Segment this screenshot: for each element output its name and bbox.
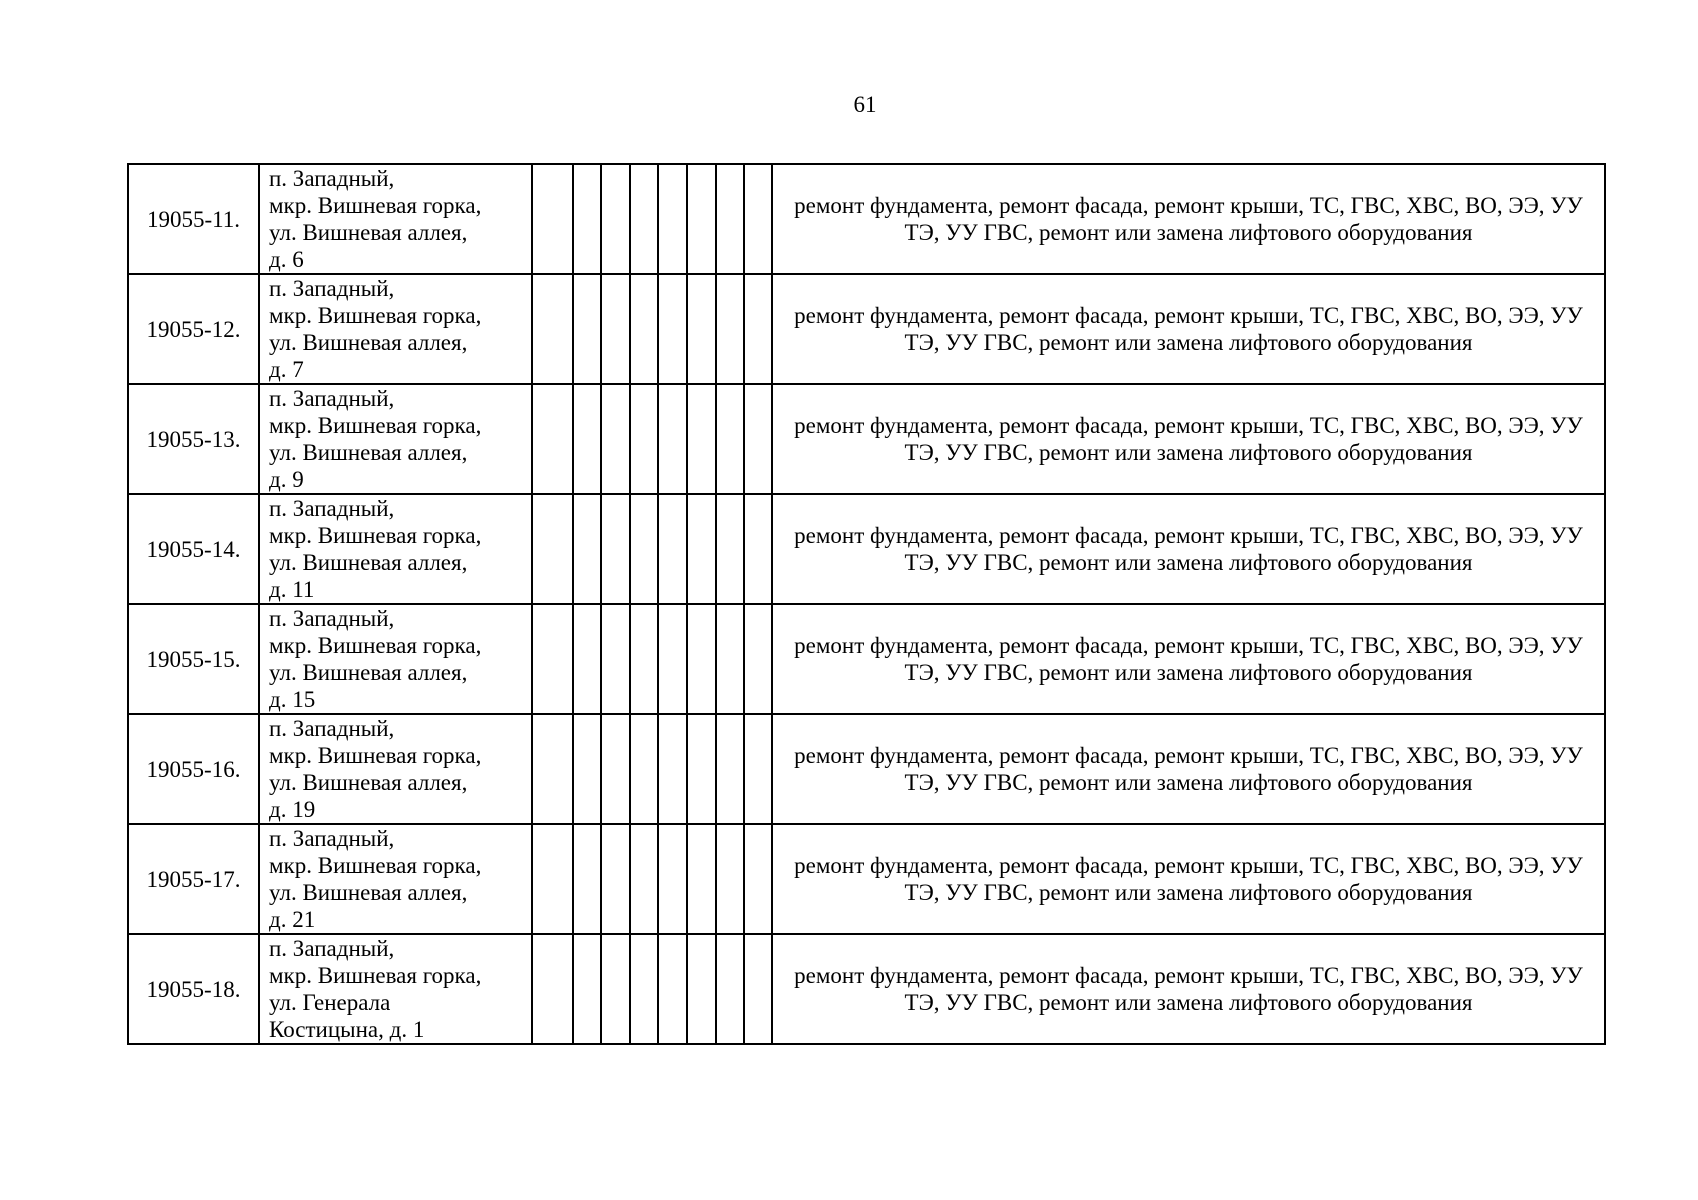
table-row <box>128 494 1605 604</box>
table-row <box>128 934 1605 1044</box>
empty-cell <box>687 934 716 1044</box>
address-line: д. 7 <box>269 357 304 382</box>
empty-cell <box>744 934 772 1044</box>
building-id: 19055-12. <box>128 274 259 384</box>
building-address <box>259 164 532 274</box>
empty-cell <box>532 494 573 604</box>
address-line: д. 6 <box>269 247 304 272</box>
repair-works: ремонт фундамента, ремонт фасада, ремонт крыши, ТС, ГВС, ХВС, ВО, ЭЭ, УУ ТЭ, УУ ГВС, ремонт или замена лифтового оборудования <box>772 604 1605 714</box>
empty-cell <box>601 274 630 384</box>
address-line: ул. Вишневая аллея, <box>269 880 468 905</box>
building-id: 19055-17. <box>128 824 259 934</box>
empty-cell <box>630 824 658 934</box>
empty-cell <box>532 714 573 824</box>
address-line: п. Западный, <box>269 386 395 411</box>
address-line: ул. Вишневая аллея, <box>269 660 468 685</box>
address-line: ул. Вишневая аллея, <box>269 440 468 465</box>
building-address <box>259 934 532 1044</box>
empty-cell <box>601 604 630 714</box>
repair-works: ремонт фундамента, ремонт фасада, ремонт крыши, ТС, ГВС, ХВС, ВО, ЭЭ, УУ ТЭ, УУ ГВС, ремонт или замена лифтового оборудования <box>772 714 1605 824</box>
repair-works: ремонт фундамента, ремонт фасада, ремонт крыши, ТС, ГВС, ХВС, ВО, ЭЭ, УУ ТЭ, УУ ГВС, ремонт или замена лифтового оборудования <box>772 824 1605 934</box>
empty-cell <box>658 604 687 714</box>
empty-cell <box>573 824 601 934</box>
building-id: 19055-11. <box>128 164 259 274</box>
empty-cell <box>687 494 716 604</box>
empty-cell <box>716 384 744 494</box>
empty-cell <box>658 384 687 494</box>
table-row <box>128 164 1605 274</box>
repair-program-table <box>127 163 1606 1045</box>
address-line: ул. Вишневая аллея, <box>269 770 468 795</box>
empty-cell <box>687 384 716 494</box>
address-line: мкр. Вишневая горка, <box>269 963 482 988</box>
empty-cell <box>601 164 630 274</box>
empty-cell <box>630 714 658 824</box>
empty-cell <box>601 384 630 494</box>
empty-cell <box>601 714 630 824</box>
address-line: ул. Генерала <box>269 990 391 1015</box>
empty-cell <box>601 824 630 934</box>
empty-cell <box>630 274 658 384</box>
empty-cell <box>573 934 601 1044</box>
building-id: 19055-16. <box>128 714 259 824</box>
empty-cell <box>532 934 573 1044</box>
empty-cell <box>716 604 744 714</box>
empty-cell <box>744 604 772 714</box>
address-line: п. Западный, <box>269 826 395 851</box>
building-id: 19055-15. <box>128 604 259 714</box>
empty-cell <box>630 384 658 494</box>
empty-cell <box>744 384 772 494</box>
building-address <box>259 384 532 494</box>
address-line: д. 15 <box>269 687 316 712</box>
empty-cell <box>532 384 573 494</box>
address-line: п. Западный, <box>269 166 395 191</box>
empty-cell <box>630 494 658 604</box>
repair-works: ремонт фундамента, ремонт фасада, ремонт крыши, ТС, ГВС, ХВС, ВО, ЭЭ, УУ ТЭ, УУ ГВС, ремонт или замена лифтового оборудования <box>772 934 1605 1044</box>
address-line: мкр. Вишневая горка, <box>269 523 482 548</box>
table-row <box>128 604 1605 714</box>
empty-cell <box>601 494 630 604</box>
table-row <box>128 714 1605 824</box>
empty-cell <box>687 274 716 384</box>
empty-cell <box>716 274 744 384</box>
empty-cell <box>716 164 744 274</box>
empty-cell <box>716 494 744 604</box>
empty-cell <box>744 274 772 384</box>
empty-cell <box>658 714 687 824</box>
empty-cell <box>744 494 772 604</box>
empty-cell <box>716 714 744 824</box>
page-number: 61 <box>853 92 877 117</box>
empty-cell <box>630 934 658 1044</box>
address-line: Костицына, д. 1 <box>269 1017 425 1042</box>
building-address <box>259 494 532 604</box>
building-address <box>259 824 532 934</box>
address-line: д. 9 <box>269 467 304 492</box>
address-line: д. 11 <box>269 577 315 602</box>
repair-works: ремонт фундамента, ремонт фасада, ремонт крыши, ТС, ГВС, ХВС, ВО, ЭЭ, УУ ТЭ, УУ ГВС, ремонт или замена лифтового оборудования <box>772 274 1605 384</box>
address-line: мкр. Вишневая горка, <box>269 413 482 438</box>
address-line: п. Западный, <box>269 716 395 741</box>
address-line: мкр. Вишневая горка, <box>269 853 482 878</box>
empty-cell <box>658 494 687 604</box>
building-address <box>259 714 532 824</box>
address-line: п. Западный, <box>269 606 395 631</box>
building-id: 19055-13. <box>128 384 259 494</box>
empty-cell <box>573 384 601 494</box>
address-line: мкр. Вишневая горка, <box>269 193 482 218</box>
building-id: 19055-18. <box>128 934 259 1044</box>
empty-cell <box>532 824 573 934</box>
empty-cell <box>573 714 601 824</box>
address-line: ул. Вишневая аллея, <box>269 220 468 245</box>
empty-cell <box>532 604 573 714</box>
empty-cell <box>532 274 573 384</box>
empty-cell <box>687 824 716 934</box>
address-line: п. Западный, <box>269 496 395 521</box>
empty-cell <box>658 824 687 934</box>
table-row <box>128 384 1605 494</box>
address-line: мкр. Вишневая горка, <box>269 743 482 768</box>
repair-works: ремонт фундамента, ремонт фасада, ремонт крыши, ТС, ГВС, ХВС, ВО, ЭЭ, УУ ТЭ, УУ ГВС, ремонт или замена лифтового оборудования <box>772 164 1605 274</box>
address-line: ул. Вишневая аллея, <box>269 330 468 355</box>
address-line: п. Западный, <box>269 276 395 301</box>
building-address <box>259 604 532 714</box>
repair-works: ремонт фундамента, ремонт фасада, ремонт крыши, ТС, ГВС, ХВС, ВО, ЭЭ, УУ ТЭ, УУ ГВС, ремонт или замена лифтового оборудования <box>772 384 1605 494</box>
empty-cell <box>573 274 601 384</box>
empty-cell <box>658 934 687 1044</box>
repair-works: ремонт фундамента, ремонт фасада, ремонт крыши, ТС, ГВС, ХВС, ВО, ЭЭ, УУ ТЭ, УУ ГВС, ремонт или замена лифтового оборудования <box>772 494 1605 604</box>
empty-cell <box>744 164 772 274</box>
address-line: мкр. Вишневая горка, <box>269 303 482 328</box>
empty-cell <box>630 604 658 714</box>
empty-cell <box>601 934 630 1044</box>
empty-cell <box>573 164 601 274</box>
address-line: мкр. Вишневая горка, <box>269 633 482 658</box>
table-row <box>128 274 1605 384</box>
empty-cell <box>573 604 601 714</box>
address-line: д. 19 <box>269 797 316 822</box>
empty-cell <box>687 164 716 274</box>
empty-cell <box>687 604 716 714</box>
empty-cell <box>532 164 573 274</box>
building-address <box>259 274 532 384</box>
empty-cell <box>744 714 772 824</box>
address-line: п. Западный, <box>269 936 395 961</box>
empty-cell <box>744 824 772 934</box>
empty-cell <box>573 494 601 604</box>
building-id: 19055-14. <box>128 494 259 604</box>
empty-cell <box>687 714 716 824</box>
empty-cell <box>630 164 658 274</box>
empty-cell <box>716 934 744 1044</box>
address-line: д. 21 <box>269 907 316 932</box>
empty-cell <box>658 164 687 274</box>
table-row <box>128 824 1605 934</box>
address-line: ул. Вишневая аллея, <box>269 550 468 575</box>
empty-cell <box>716 824 744 934</box>
empty-cell <box>658 274 687 384</box>
